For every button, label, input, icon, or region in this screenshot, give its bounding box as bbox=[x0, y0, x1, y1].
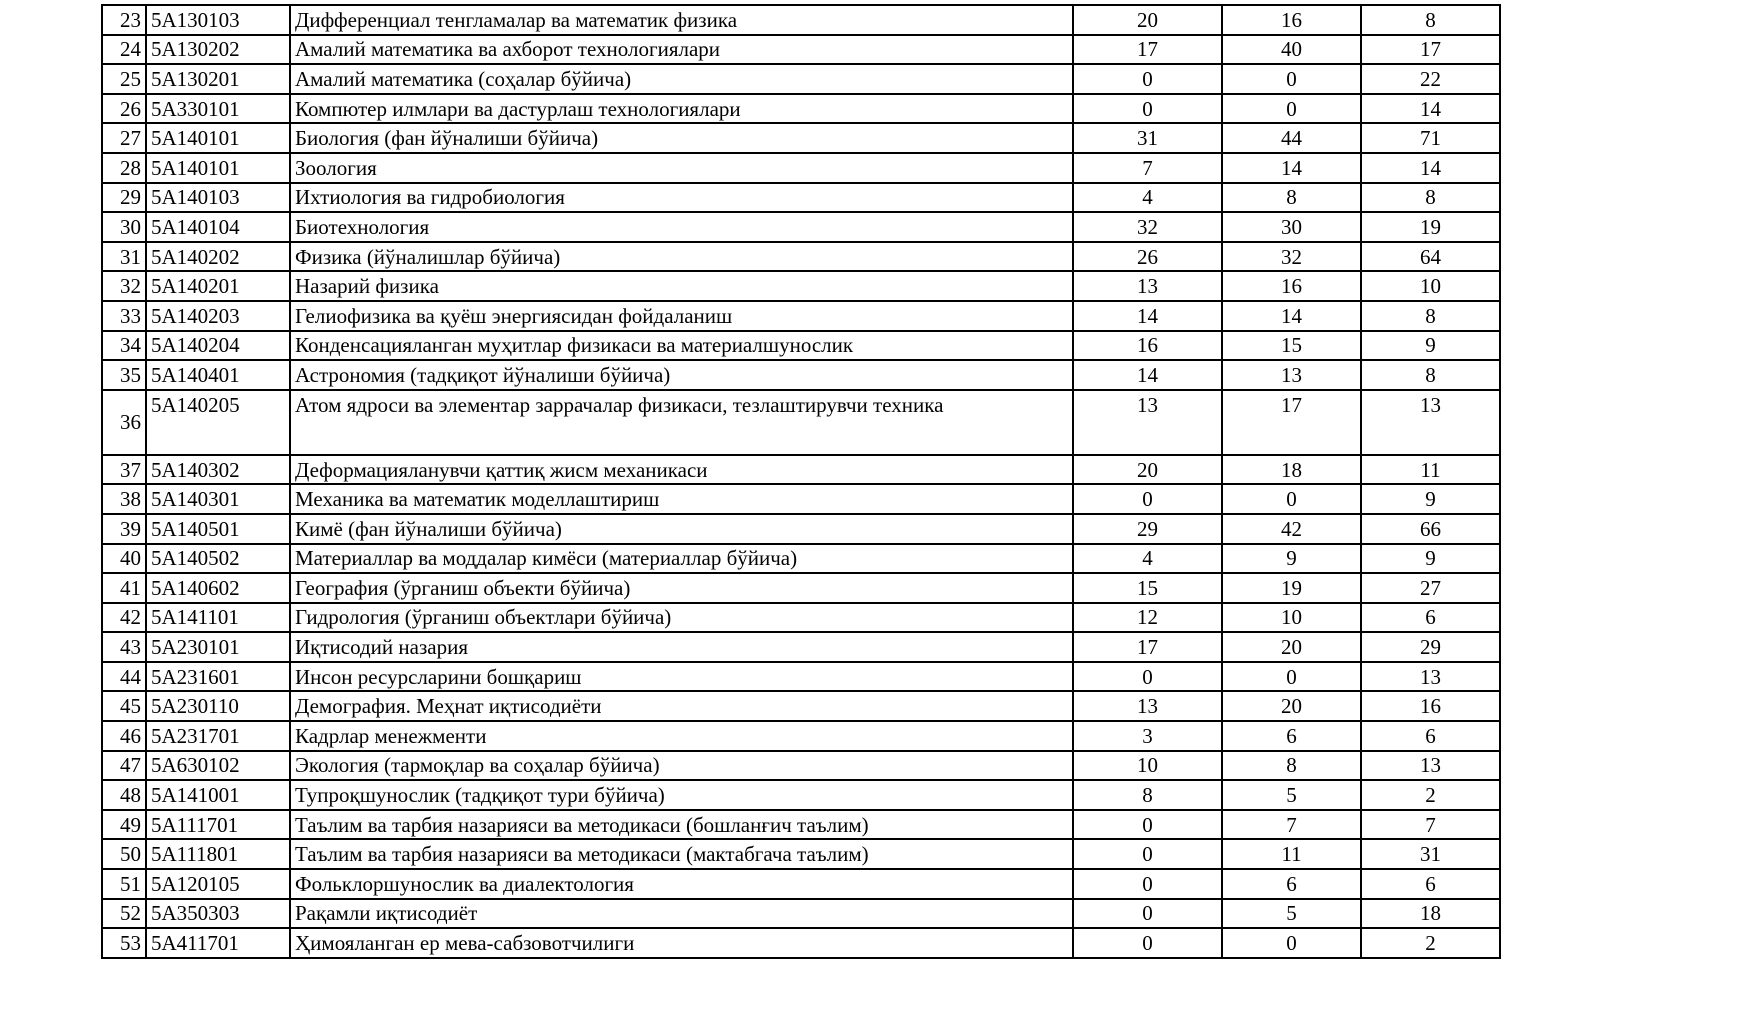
value-col-2: 42 bbox=[1222, 514, 1361, 544]
table-row bbox=[102, 94, 1500, 124]
value-col-3: 8 bbox=[1361, 183, 1500, 213]
row-number: 28 bbox=[102, 153, 146, 183]
value-col-3: 10 bbox=[1361, 271, 1500, 301]
specialty-name: Рақамли иқтисодиёт bbox=[290, 899, 1073, 929]
specialty-code: 5A140502 bbox=[146, 544, 290, 574]
row-number: 45 bbox=[102, 691, 146, 721]
specialty-name: Назарий физика bbox=[290, 271, 1073, 301]
table-row bbox=[102, 153, 1500, 183]
value-col-2: 0 bbox=[1222, 928, 1361, 958]
table-row bbox=[102, 899, 1500, 929]
value-col-1: 0 bbox=[1073, 64, 1222, 94]
specialty-code: 5A141001 bbox=[146, 780, 290, 810]
value-col-1: 26 bbox=[1073, 242, 1222, 272]
specialty-name: Амалий математика (соҳалар бўйича) bbox=[290, 64, 1073, 94]
value-col-1: 0 bbox=[1073, 810, 1222, 840]
specialty-code: 5A140202 bbox=[146, 242, 290, 272]
value-col-3: 8 bbox=[1361, 360, 1500, 390]
table-row bbox=[102, 928, 1500, 958]
specialty-name: Деформацияланувчи қаттиқ жисм механикаси bbox=[290, 455, 1073, 485]
specialty-name: Фольклоршунослик ва диалектология bbox=[290, 869, 1073, 899]
value-col-1: 0 bbox=[1073, 869, 1222, 899]
value-col-2: 17 bbox=[1222, 390, 1361, 455]
value-col-3: 18 bbox=[1361, 899, 1500, 929]
value-col-2: 10 bbox=[1222, 603, 1361, 633]
specialty-code: 5A230101 bbox=[146, 632, 290, 662]
value-col-1: 20 bbox=[1073, 455, 1222, 485]
specialty-name: Демография. Меҳнат иқтисодиёти bbox=[290, 691, 1073, 721]
row-number: 26 bbox=[102, 94, 146, 124]
row-number: 39 bbox=[102, 514, 146, 544]
table-row bbox=[102, 455, 1500, 485]
specialty-name: Материаллар ва моддалар кимёси (материаллар бўйича) bbox=[290, 544, 1073, 574]
row-number: 32 bbox=[102, 271, 146, 301]
table-row bbox=[102, 35, 1500, 65]
specialty-name: Экология (тармоқлар ва соҳалар бўйича) bbox=[290, 751, 1073, 781]
row-number: 36 bbox=[102, 390, 146, 455]
value-col-2: 6 bbox=[1222, 869, 1361, 899]
table-row bbox=[102, 301, 1500, 331]
specialty-name: Механика ва математик моделлаштириш bbox=[290, 484, 1073, 514]
value-col-1: 3 bbox=[1073, 721, 1222, 751]
value-col-1: 20 bbox=[1073, 5, 1222, 35]
value-col-1: 10 bbox=[1073, 751, 1222, 781]
value-col-3: 2 bbox=[1361, 780, 1500, 810]
value-col-2: 8 bbox=[1222, 183, 1361, 213]
table-row bbox=[102, 603, 1500, 633]
value-col-3: 14 bbox=[1361, 153, 1500, 183]
specialty-name: Иқтисодий назария bbox=[290, 632, 1073, 662]
value-col-2: 0 bbox=[1222, 94, 1361, 124]
value-col-2: 44 bbox=[1222, 123, 1361, 153]
specialty-name: Дифференциал тенгламалар ва математик физика bbox=[290, 5, 1073, 35]
table-row bbox=[102, 544, 1500, 574]
value-col-1: 0 bbox=[1073, 839, 1222, 869]
value-col-2: 20 bbox=[1222, 632, 1361, 662]
row-number: 31 bbox=[102, 242, 146, 272]
specialty-name: Гидрология (ўрганиш объектлари бўйича) bbox=[290, 603, 1073, 633]
value-col-3: 6 bbox=[1361, 721, 1500, 751]
table-row bbox=[102, 514, 1500, 544]
table-row bbox=[102, 331, 1500, 361]
specialty-name: Ҳимояланган ер мева-сабзовотчилиги bbox=[290, 928, 1073, 958]
table-row bbox=[102, 360, 1500, 390]
value-col-2: 20 bbox=[1222, 691, 1361, 721]
specialty-name: Кадрлар менежменти bbox=[290, 721, 1073, 751]
specialty-code: 5A230110 bbox=[146, 691, 290, 721]
value-col-1: 0 bbox=[1073, 899, 1222, 929]
value-col-1: 16 bbox=[1073, 331, 1222, 361]
value-col-2: 15 bbox=[1222, 331, 1361, 361]
value-col-3: 29 bbox=[1361, 632, 1500, 662]
row-number: 44 bbox=[102, 662, 146, 692]
row-number: 46 bbox=[102, 721, 146, 751]
value-col-3: 13 bbox=[1361, 390, 1500, 455]
specialty-name: Инсон ресурсларини бошқариш bbox=[290, 662, 1073, 692]
value-col-1: 0 bbox=[1073, 928, 1222, 958]
value-col-1: 13 bbox=[1073, 691, 1222, 721]
value-col-1: 17 bbox=[1073, 35, 1222, 65]
specialty-code: 5A140501 bbox=[146, 514, 290, 544]
value-col-1: 8 bbox=[1073, 780, 1222, 810]
row-number: 43 bbox=[102, 632, 146, 662]
value-col-3: 11 bbox=[1361, 455, 1500, 485]
specialty-code: 5A140205 bbox=[146, 390, 290, 455]
value-col-2: 40 bbox=[1222, 35, 1361, 65]
specialty-code: 5A350303 bbox=[146, 899, 290, 929]
value-col-2: 9 bbox=[1222, 544, 1361, 574]
value-col-3: 16 bbox=[1361, 691, 1500, 721]
specialty-name: Физика (йўналишлар бўйича) bbox=[290, 242, 1073, 272]
value-col-3: 8 bbox=[1361, 301, 1500, 331]
value-col-2: 0 bbox=[1222, 64, 1361, 94]
value-col-3: 19 bbox=[1361, 212, 1500, 242]
table-row bbox=[102, 691, 1500, 721]
value-col-3: 9 bbox=[1361, 484, 1500, 514]
value-col-1: 31 bbox=[1073, 123, 1222, 153]
specialty-name: Таълим ва тарбия назарияси ва методикаси (мактабгача таълим) bbox=[290, 839, 1073, 869]
specialty-code: 5A111801 bbox=[146, 839, 290, 869]
table-row bbox=[102, 390, 1500, 455]
value-col-1: 12 bbox=[1073, 603, 1222, 633]
specialties-table bbox=[101, 4, 1501, 959]
specialty-code: 5A231601 bbox=[146, 662, 290, 692]
table-row bbox=[102, 632, 1500, 662]
specialty-code: 5A140201 bbox=[146, 271, 290, 301]
specialty-name: Ихтиология ва гидробиология bbox=[290, 183, 1073, 213]
table-row bbox=[102, 484, 1500, 514]
value-col-1: 0 bbox=[1073, 662, 1222, 692]
value-col-3: 31 bbox=[1361, 839, 1500, 869]
specialty-name: Тупроқшунослик (тадқиқот тури бўйича) bbox=[290, 780, 1073, 810]
value-col-3: 71 bbox=[1361, 123, 1500, 153]
specialty-code: 5A630102 bbox=[146, 751, 290, 781]
value-col-1: 32 bbox=[1073, 212, 1222, 242]
value-col-2: 14 bbox=[1222, 153, 1361, 183]
value-col-2: 19 bbox=[1222, 573, 1361, 603]
specialty-name: Биология (фан йўналиши бўйича) bbox=[290, 123, 1073, 153]
row-number: 51 bbox=[102, 869, 146, 899]
value-col-3: 64 bbox=[1361, 242, 1500, 272]
specialty-name: Амалий математика ва ахборот технологиялари bbox=[290, 35, 1073, 65]
value-col-2: 8 bbox=[1222, 751, 1361, 781]
table-row bbox=[102, 5, 1500, 35]
specialty-name: Биотехнология bbox=[290, 212, 1073, 242]
specialty-code: 5A140401 bbox=[146, 360, 290, 390]
row-number: 53 bbox=[102, 928, 146, 958]
value-col-3: 8 bbox=[1361, 5, 1500, 35]
value-col-1: 15 bbox=[1073, 573, 1222, 603]
specialty-name: Атом ядроси ва элементар заррачалар физикаси, тезлаштирувчи техника bbox=[290, 390, 1073, 455]
specialty-code: 5A140203 bbox=[146, 301, 290, 331]
value-col-1: 14 bbox=[1073, 301, 1222, 331]
value-col-3: 2 bbox=[1361, 928, 1500, 958]
specialty-name: Конденсацияланган муҳитлар физикаси ва материалшунослик bbox=[290, 331, 1073, 361]
specialty-code: 5A140602 bbox=[146, 573, 290, 603]
table-row bbox=[102, 64, 1500, 94]
row-number: 42 bbox=[102, 603, 146, 633]
table-row bbox=[102, 573, 1500, 603]
row-number: 24 bbox=[102, 35, 146, 65]
value-col-3: 27 bbox=[1361, 573, 1500, 603]
specialty-code: 5A130201 bbox=[146, 64, 290, 94]
table-row bbox=[102, 839, 1500, 869]
table-row bbox=[102, 662, 1500, 692]
value-col-2: 32 bbox=[1222, 242, 1361, 272]
value-col-2: 6 bbox=[1222, 721, 1361, 751]
table-row bbox=[102, 242, 1500, 272]
row-number: 52 bbox=[102, 899, 146, 929]
value-col-3: 9 bbox=[1361, 331, 1500, 361]
value-col-3: 6 bbox=[1361, 603, 1500, 633]
value-col-3: 13 bbox=[1361, 662, 1500, 692]
value-col-3: 14 bbox=[1361, 94, 1500, 124]
specialty-code: 5A130103 bbox=[146, 5, 290, 35]
specialty-code: 5A140104 bbox=[146, 212, 290, 242]
value-col-1: 4 bbox=[1073, 183, 1222, 213]
value-col-3: 13 bbox=[1361, 751, 1500, 781]
value-col-1: 4 bbox=[1073, 544, 1222, 574]
row-number: 35 bbox=[102, 360, 146, 390]
specialty-code: 5A140101 bbox=[146, 153, 290, 183]
row-number: 23 bbox=[102, 5, 146, 35]
specialty-code: 5A330101 bbox=[146, 94, 290, 124]
value-col-2: 16 bbox=[1222, 271, 1361, 301]
value-col-2: 13 bbox=[1222, 360, 1361, 390]
value-col-1: 14 bbox=[1073, 360, 1222, 390]
row-number: 38 bbox=[102, 484, 146, 514]
value-col-1: 29 bbox=[1073, 514, 1222, 544]
value-col-2: 16 bbox=[1222, 5, 1361, 35]
value-col-3: 17 bbox=[1361, 35, 1500, 65]
row-number: 25 bbox=[102, 64, 146, 94]
specialty-code: 5A130202 bbox=[146, 35, 290, 65]
row-number: 50 bbox=[102, 839, 146, 869]
specialty-name: Гелиофизика ва қуёш энергиясидан фойдаланиш bbox=[290, 301, 1073, 331]
table-row bbox=[102, 271, 1500, 301]
table-row bbox=[102, 123, 1500, 153]
table-row bbox=[102, 869, 1500, 899]
row-number: 34 bbox=[102, 331, 146, 361]
row-number: 33 bbox=[102, 301, 146, 331]
value-col-1: 13 bbox=[1073, 390, 1222, 455]
table-row bbox=[102, 780, 1500, 810]
row-number: 29 bbox=[102, 183, 146, 213]
table-row bbox=[102, 183, 1500, 213]
value-col-3: 7 bbox=[1361, 810, 1500, 840]
specialty-code: 5A140302 bbox=[146, 455, 290, 485]
value-col-2: 0 bbox=[1222, 662, 1361, 692]
specialty-name: Таълим ва тарбия назарияси ва методикаси (бошланғич таълим) bbox=[290, 810, 1073, 840]
row-number: 37 bbox=[102, 455, 146, 485]
specialty-code: 5A141101 bbox=[146, 603, 290, 633]
table-row bbox=[102, 751, 1500, 781]
table-row bbox=[102, 212, 1500, 242]
table-body bbox=[102, 5, 1500, 958]
row-number: 48 bbox=[102, 780, 146, 810]
specialty-code: 5A120105 bbox=[146, 869, 290, 899]
row-number: 40 bbox=[102, 544, 146, 574]
specialty-name: Кимё (фан йўналиши бўйича) bbox=[290, 514, 1073, 544]
row-number: 47 bbox=[102, 751, 146, 781]
value-col-3: 6 bbox=[1361, 869, 1500, 899]
table-row bbox=[102, 810, 1500, 840]
specialty-name: Компютер илмлари ва дастурлаш технологиялари bbox=[290, 94, 1073, 124]
table-row bbox=[102, 721, 1500, 751]
value-col-3: 66 bbox=[1361, 514, 1500, 544]
value-col-1: 13 bbox=[1073, 271, 1222, 301]
specialty-code: 5A140204 bbox=[146, 331, 290, 361]
specialty-name: Зоология bbox=[290, 153, 1073, 183]
specialty-code: 5A231701 bbox=[146, 721, 290, 751]
specialty-code: 5A411701 bbox=[146, 928, 290, 958]
specialty-code: 5A140103 bbox=[146, 183, 290, 213]
value-col-2: 5 bbox=[1222, 780, 1361, 810]
value-col-2: 7 bbox=[1222, 810, 1361, 840]
specialty-code: 5A140301 bbox=[146, 484, 290, 514]
value-col-1: 17 bbox=[1073, 632, 1222, 662]
row-number: 30 bbox=[102, 212, 146, 242]
value-col-2: 0 bbox=[1222, 484, 1361, 514]
value-col-1: 0 bbox=[1073, 484, 1222, 514]
value-col-2: 11 bbox=[1222, 839, 1361, 869]
value-col-3: 9 bbox=[1361, 544, 1500, 574]
specialty-code: 5A140101 bbox=[146, 123, 290, 153]
value-col-2: 30 bbox=[1222, 212, 1361, 242]
value-col-2: 14 bbox=[1222, 301, 1361, 331]
row-number: 41 bbox=[102, 573, 146, 603]
value-col-1: 0 bbox=[1073, 94, 1222, 124]
value-col-2: 5 bbox=[1222, 899, 1361, 929]
row-number: 27 bbox=[102, 123, 146, 153]
specialty-name: География (ўрганиш объекти бўйича) bbox=[290, 573, 1073, 603]
value-col-2: 18 bbox=[1222, 455, 1361, 485]
row-number: 49 bbox=[102, 810, 146, 840]
specialty-code: 5A111701 bbox=[146, 810, 290, 840]
value-col-3: 22 bbox=[1361, 64, 1500, 94]
specialty-name: Астрономия (тадқиқот йўналиши бўйича) bbox=[290, 360, 1073, 390]
value-col-1: 7 bbox=[1073, 153, 1222, 183]
